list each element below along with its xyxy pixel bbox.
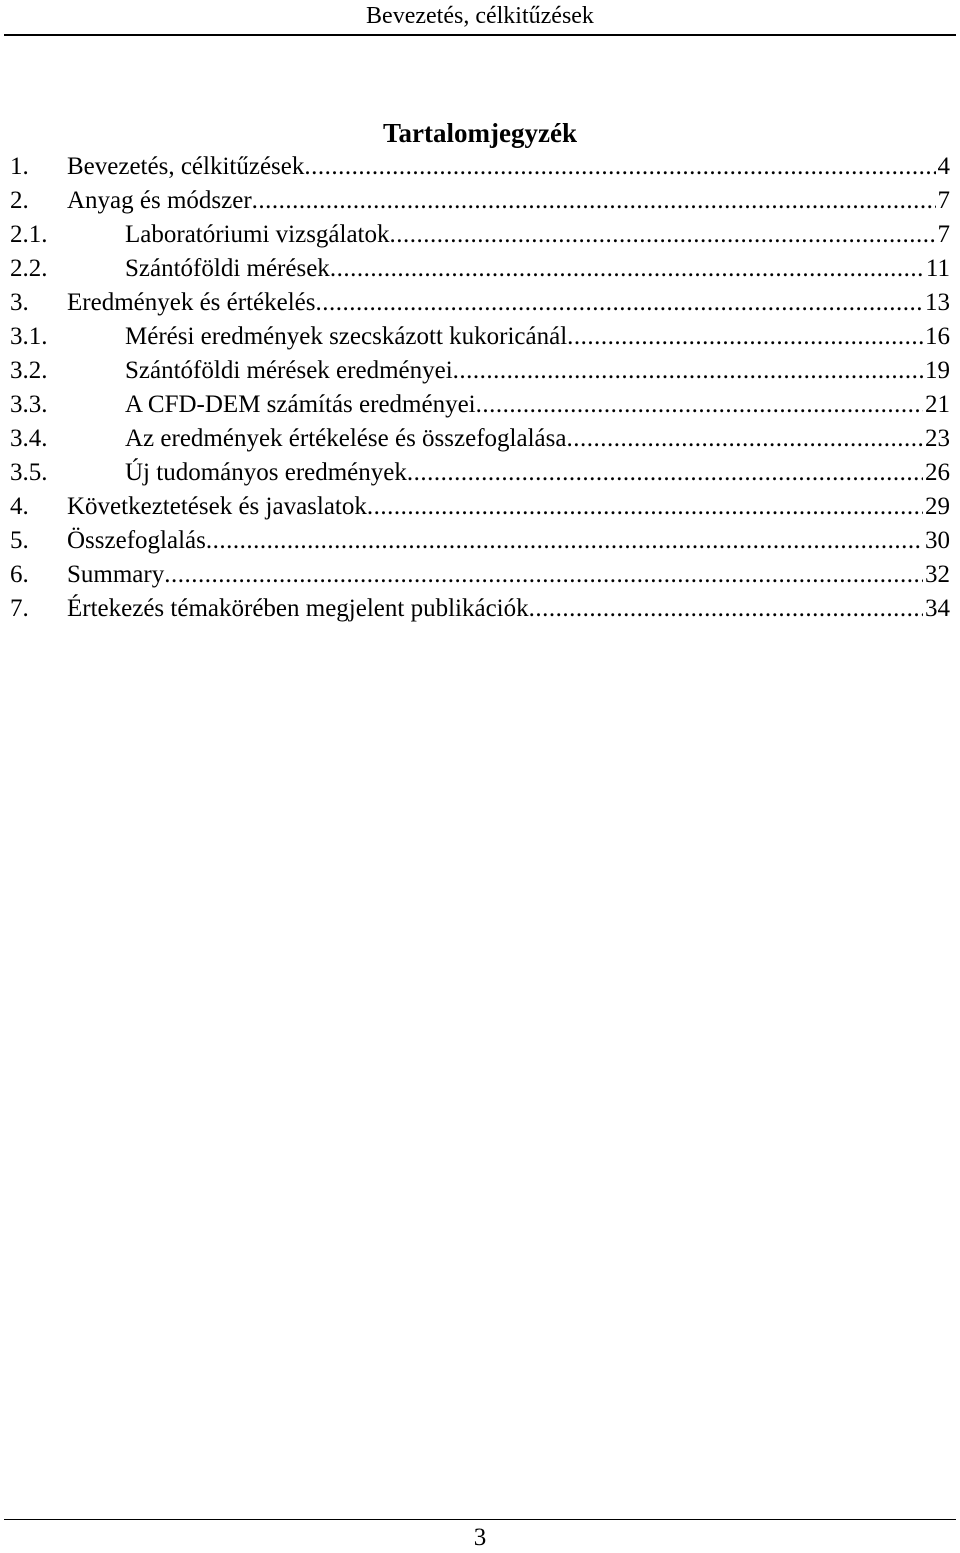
toc-entry-line	[67, 526, 950, 556]
toc-entry[interactable]	[10, 594, 950, 628]
toc-entry[interactable]	[10, 390, 950, 424]
toc-entry[interactable]	[10, 220, 950, 254]
toc-entry-line	[125, 356, 950, 386]
toc-entry-number: 3.4.	[10, 425, 48, 452]
toc-entry-number: 2.1.	[10, 221, 48, 248]
toc-entry-title: Új tudományos eredmények	[125, 459, 407, 486]
toc-entry-page: 34	[925, 595, 950, 622]
toc-entry-number: 3.1.	[10, 323, 48, 350]
page-number: 3	[473, 1524, 487, 1551]
footer-divider	[4, 1519, 956, 1520]
dot-leader	[567, 322, 923, 352]
toc-entry-line	[125, 390, 950, 420]
toc-entry[interactable]	[10, 186, 950, 220]
toc-title: Tartalomjegyzék	[383, 118, 577, 148]
toc-entry-page: 21	[925, 391, 950, 418]
toc-entry-page: 7	[937, 187, 950, 214]
toc-entry-line	[125, 424, 950, 454]
toc-entry-title: Szántóföldi mérések	[125, 255, 330, 282]
dot-leader	[367, 492, 923, 522]
toc-entry-title: Summary	[67, 561, 165, 588]
toc-entry-number: 5.	[10, 527, 29, 554]
toc-entry-page: 23	[925, 425, 950, 452]
toc-entry-page: 7	[937, 221, 950, 248]
toc-entry-page: 19	[925, 357, 950, 384]
toc-entry-line	[67, 186, 950, 216]
toc-entry-line	[125, 458, 950, 488]
toc-entry-number: 4.	[10, 493, 29, 520]
toc-entry-title: Laboratóriumi vizsgálatok	[125, 221, 390, 248]
toc-entry-number: 6.	[10, 561, 29, 588]
toc-entry-number: 3.5.	[10, 459, 48, 486]
toc-entry-title: Bevezetés, célkitűzések	[67, 153, 305, 180]
toc-entry[interactable]	[10, 560, 950, 594]
dot-leader	[330, 254, 924, 284]
dot-leader	[304, 152, 935, 182]
header-divider	[4, 34, 956, 36]
dot-leader	[529, 594, 923, 624]
toc-entry-number: 3.3.	[10, 391, 48, 418]
toc-entry-line	[67, 492, 950, 522]
dot-leader	[206, 526, 923, 556]
toc-entry-line	[125, 254, 950, 284]
toc-entry-number: 3.2.	[10, 357, 48, 384]
toc-entry-page: 11	[925, 255, 950, 282]
toc-entry-page: 30	[925, 527, 950, 554]
toc-entry[interactable]	[10, 288, 950, 322]
toc-entry-number: 1.	[10, 153, 29, 180]
toc-entry-page: 26	[925, 459, 950, 486]
table-of-contents	[10, 152, 950, 628]
toc-entry-title: Mérési eredmények szecskázott kukoricánál	[125, 323, 568, 350]
toc-entry-page: 4	[937, 153, 950, 180]
toc-entry-title: Az eredmények értékelése és összefoglalása	[125, 425, 567, 452]
toc-entry-title: Eredmények és értékelés	[67, 289, 316, 316]
toc-entry[interactable]	[10, 254, 950, 288]
toc-entry-line	[67, 288, 950, 318]
toc-entry[interactable]	[10, 526, 950, 560]
toc-entry-line	[67, 152, 950, 182]
dot-leader	[566, 424, 923, 454]
toc-entry[interactable]	[10, 424, 950, 458]
dot-leader	[164, 560, 923, 590]
toc-entry-line	[125, 220, 950, 250]
toc-entry-line	[67, 594, 950, 624]
toc-entry-title: Szántóföldi mérések eredményei	[125, 357, 453, 384]
toc-entry-title: Következtetések és javaslatok	[67, 493, 367, 520]
dot-leader	[316, 288, 924, 318]
running-header: Bevezetés, célkitűzések	[366, 3, 594, 29]
toc-entry-title: Anyag és módszer	[67, 187, 252, 214]
toc-entry-page: 32	[925, 561, 950, 588]
toc-entry[interactable]	[10, 322, 950, 356]
dot-leader	[252, 186, 936, 216]
toc-entry-title: A CFD-DEM számítás eredményei	[125, 391, 476, 418]
toc-entry-number: 3.	[10, 289, 29, 316]
toc-entry[interactable]	[10, 356, 950, 390]
toc-entry-page: 16	[925, 323, 950, 350]
toc-entry-number: 2.2.	[10, 255, 48, 282]
dot-leader	[476, 390, 923, 420]
dot-leader	[407, 458, 923, 488]
toc-entry[interactable]	[10, 152, 950, 186]
dot-leader	[453, 356, 923, 386]
toc-entry[interactable]	[10, 458, 950, 492]
toc-entry-title: Összefoglalás	[67, 527, 206, 554]
toc-entry[interactable]	[10, 492, 950, 526]
toc-entry-page: 29	[925, 493, 950, 520]
toc-entry-line	[67, 560, 950, 590]
toc-entry-number: 2.	[10, 187, 29, 214]
dot-leader	[390, 220, 936, 250]
toc-entry-number: 7.	[10, 595, 29, 622]
toc-entry-title: Értekezés témakörében megjelent publikációk	[67, 595, 529, 622]
toc-entry-line	[125, 322, 950, 352]
toc-entry-page: 13	[925, 289, 950, 316]
